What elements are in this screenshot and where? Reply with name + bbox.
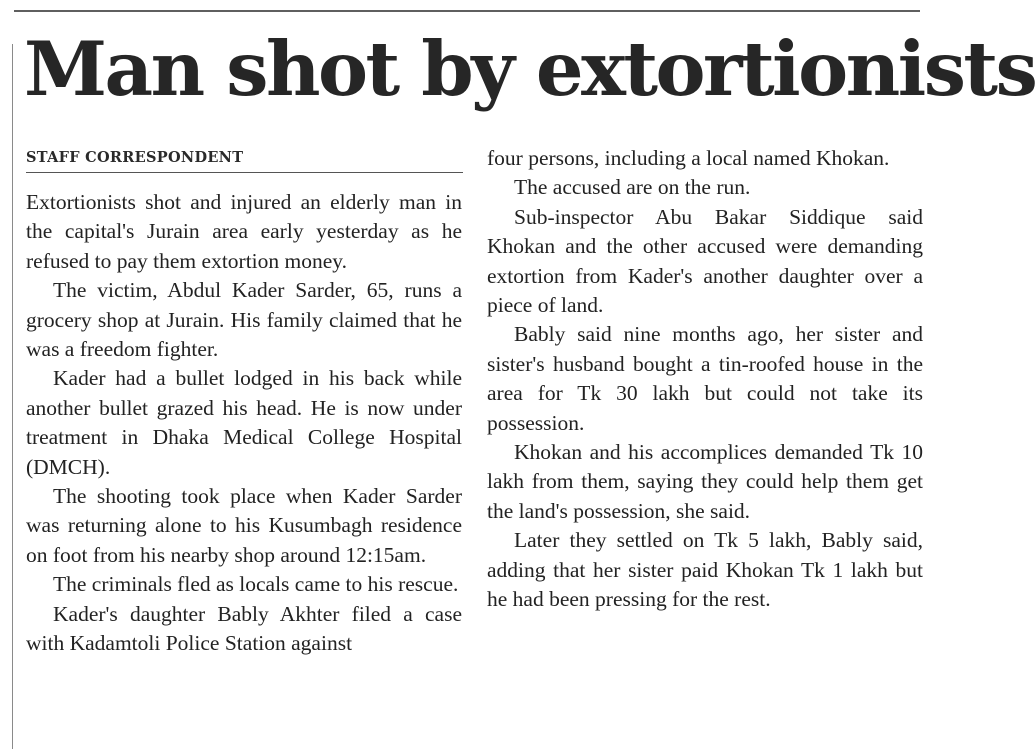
top-rule	[14, 10, 920, 12]
paragraph: Bably said nine months ago, her sister and sister's husband bought a tin-roofed house in the area for Tk 30 lakh but could not take its possession.	[487, 322, 923, 435]
article-column-left	[26, 188, 462, 659]
byline: STAFF CORRESPONDENT	[26, 149, 463, 173]
paragraph: Extortionists shot and injured an elderly man in the capital's Jurain area early yesterday as he refused to pay them extortion money.	[26, 190, 462, 273]
article-column-right	[487, 144, 923, 615]
paragraph: Khokan and his accomplices demanded Tk 10 lakh from them, saying they could help them get the land's possession, she said.	[487, 440, 923, 523]
paragraph: The criminals fled as locals came to his rescue.	[53, 572, 459, 597]
paragraph: four persons, including a local named Khokan.	[487, 146, 890, 170]
paragraph: The victim, Abdul Kader Sarder, 65, runs a grocery shop at Jurain. His family claimed that he was a freedom fighter.	[26, 278, 462, 362]
paragraph: The shooting took place when Kader Sarder was returning alone to his Kusumbagh residence on foot from his nearby shop around 12:15am.	[26, 484, 462, 567]
paragraph: Kader had a bullet lodged in his back while another bullet grazed his head. He is now under treatment in Dhaka Medical College Hospital (DMCH).	[26, 366, 462, 479]
paragraph: Later they settled on Tk 5 lakh, Bably said, adding that her sister paid Khokan Tk 1 lakh but he had been pressing for the rest.	[487, 528, 923, 612]
paragraph: The accused are on the run.	[514, 175, 751, 200]
headline: Man shot by extortionists	[24, 25, 1035, 113]
column-rule	[12, 44, 13, 749]
paragraph: Sub-inspector Abu Bakar Siddique said Khokan and the other accused were demanding extortion from Kader's another daughter over a piece of land.	[487, 204, 923, 318]
paragraph: Kader's daughter Bably Akhter filed a case with Kadamtoli Police Station against	[26, 601, 462, 656]
